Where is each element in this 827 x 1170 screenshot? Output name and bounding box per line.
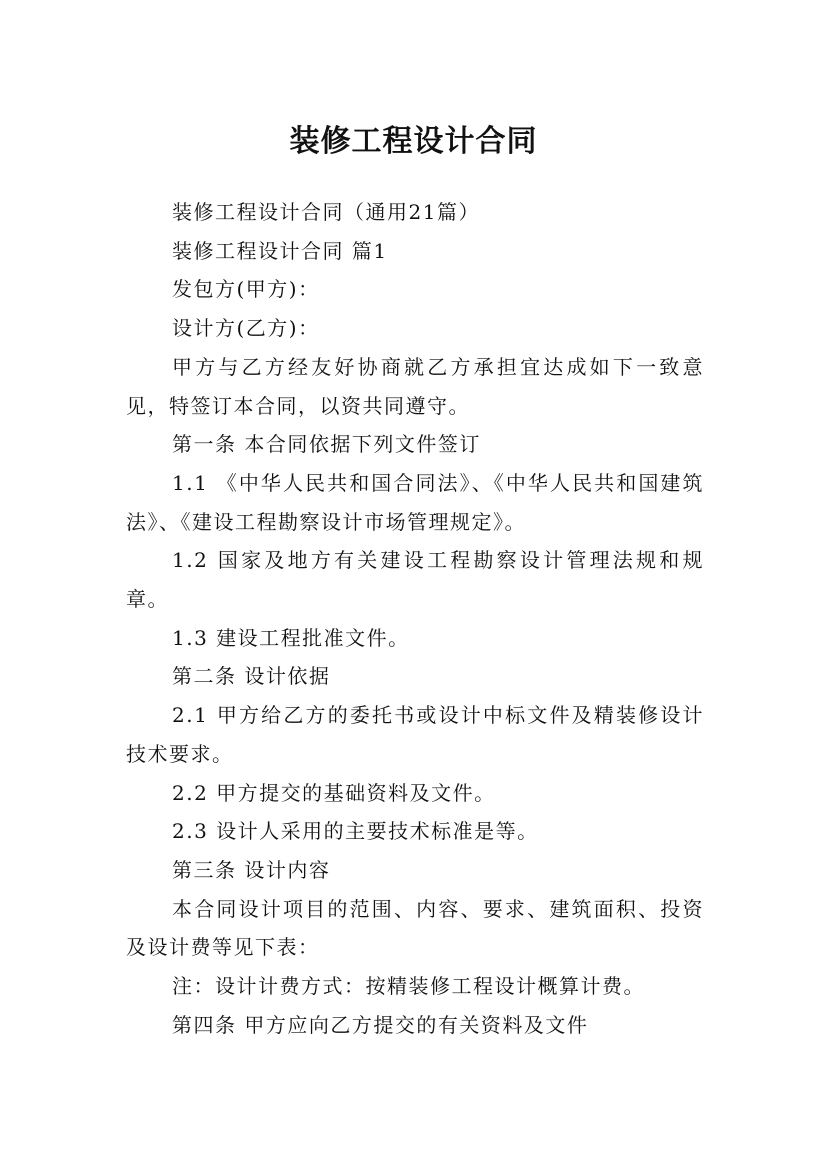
clause-1-3: 1.3 建设工程批准文件。 [172, 625, 410, 650]
paragraph-preamble: 甲方与乙方经友好协商就乙方承担宜达成如下一致意见，特签订本合同，以资共同遵守。 [126, 354, 704, 418]
paragraph-contract-number: 装修工程设计合同 篇1 [172, 238, 388, 263]
document-body [126, 193, 704, 1044]
clause-1-1: 1.1 《中华人民共和国合同法》、《中华人民共和国建筑法》、《建设工程勘察设计市场管理规定》。 [126, 470, 704, 534]
article-3-heading: 第三条 设计内容 [172, 857, 331, 882]
paragraph-party-a: 发包方(甲方)： [172, 277, 320, 302]
article-1-heading: 第一条 本合同依据下列文件签订 [172, 432, 481, 457]
document-title: 装修工程设计合同 [289, 124, 538, 160]
clause-2-1: 2.1 甲方给乙方的委托书或设计中标文件及精装修设计技术要求。 [126, 703, 704, 766]
article-2-heading: 第二条 设计依据 [172, 664, 331, 689]
article-4-heading: 第四条 甲方应向乙方提交的有关资料及文件 [172, 1012, 589, 1037]
clause-2-2: 2.2 甲方提交的基础资料及文件。 [172, 780, 496, 805]
clause-2-3: 2.3 设计人采用的主要技术标准是等。 [172, 819, 539, 844]
clause-1-2: 1.2 国家及地方有关建设工程勘察设计管理法规和规章。 [126, 548, 704, 612]
article-3-note: 注：设计计费方式：按精装修工程设计概算计费。 [172, 974, 645, 999]
paragraph-party-b: 设计方(乙方)： [172, 316, 320, 341]
paragraph-heading-collection: 装修工程设计合同（通用21篇） [172, 200, 480, 224]
article-3-body: 本合同设计项目的范围、内容、要求、建筑面积、投资及设计费等见下表： [126, 896, 704, 960]
